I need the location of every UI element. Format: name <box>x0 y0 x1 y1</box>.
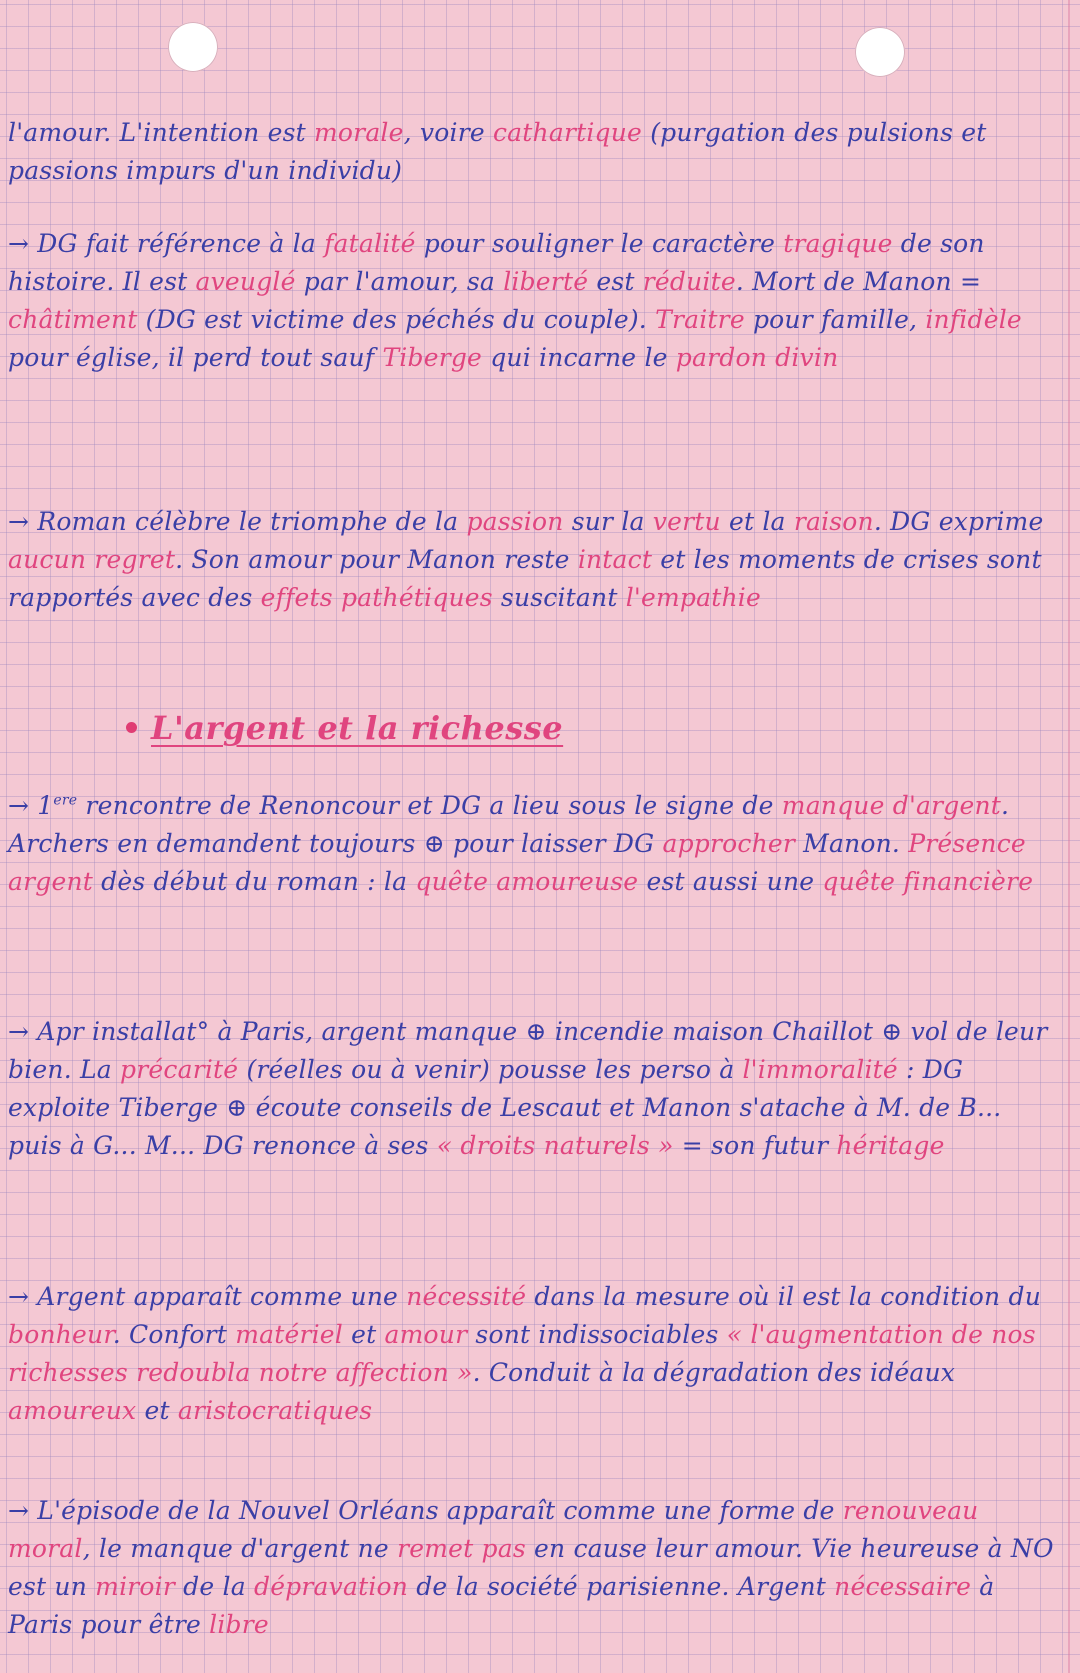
paragraph-fatalite: → DG fait référence à la fatalité pour souligner le caractère tragique de son histoire. Il est aveuglé par l'amour, sa liberté est réduite. Mort de Manon = châtiment (DG est victime des péchés du couple). Traitre pour famille, infidèle pour église, il perd tout sauf Tiberge qui incarne le pardon divin <box>8 229 1022 372</box>
margin-line <box>1068 0 1070 1673</box>
paragraph-precarite: → Apr installat° à Paris, argent manque ⊕ incendie maison Chaillot ⊕ vol de leur bien. La précarité (réelles ou à venir) pousse les perso à l'immoralité : DG exploite Tiberge ⊕ écoute conseils de Lescaut et Manon s'atache à M. de B... puis à G... M... DG renonce à ses « droits naturels » = son futur héritage <box>8 1017 1048 1160</box>
paragraph-triomphe-passion: → Roman célèbre le triomphe de la passion sur la vertu et la raison. DG exprime aucun regret. Son amour pour Manon reste intact et les moments de crises sont rapportés avec des effets pathétiques suscitant l'empathie <box>8 507 1044 612</box>
paragraph-nouvelle-orleans: → L'épisode de la Nouvel Orléans apparaît comme une forme de renouveau moral, le manque d'argent ne remet pas en cause leur amour. Vie heureuse à NO est un miroir de la dépravation de la société parisienne. Argent nécessaire à Paris pour être libre <box>8 1496 1054 1639</box>
bullet-dot-icon <box>126 722 137 733</box>
punch-hole-right <box>855 27 905 77</box>
punch-hole-left <box>168 22 218 72</box>
paragraph-premiere-rencontre: → 1ere rencontre de Renoncour et DG a lieu sous le signe de manque d'argent. Archers en demandent toujours ⊕ pour laisser DG approcher Manon. Présence argent dès début du roman : la quête amoureuse est aussi une quête financière <box>8 791 1034 896</box>
section-heading: L'argent et la richesse <box>126 708 563 748</box>
paragraph-argent-necessite: → Argent apparaît comme une nécessité dans la mesure où il est la condition du bonheur. Confort matériel et amour sont indissociables « l'augmentation de nos richesses redoubla notre affection ». Conduit à la dégradation des idéaux amoureux et aristocratiques <box>8 1282 1042 1425</box>
paragraph-amour-morale: l'amour. L'intention est morale, voire cathartique (purgation des pulsions et passions impurs d'un individu) <box>8 118 987 185</box>
